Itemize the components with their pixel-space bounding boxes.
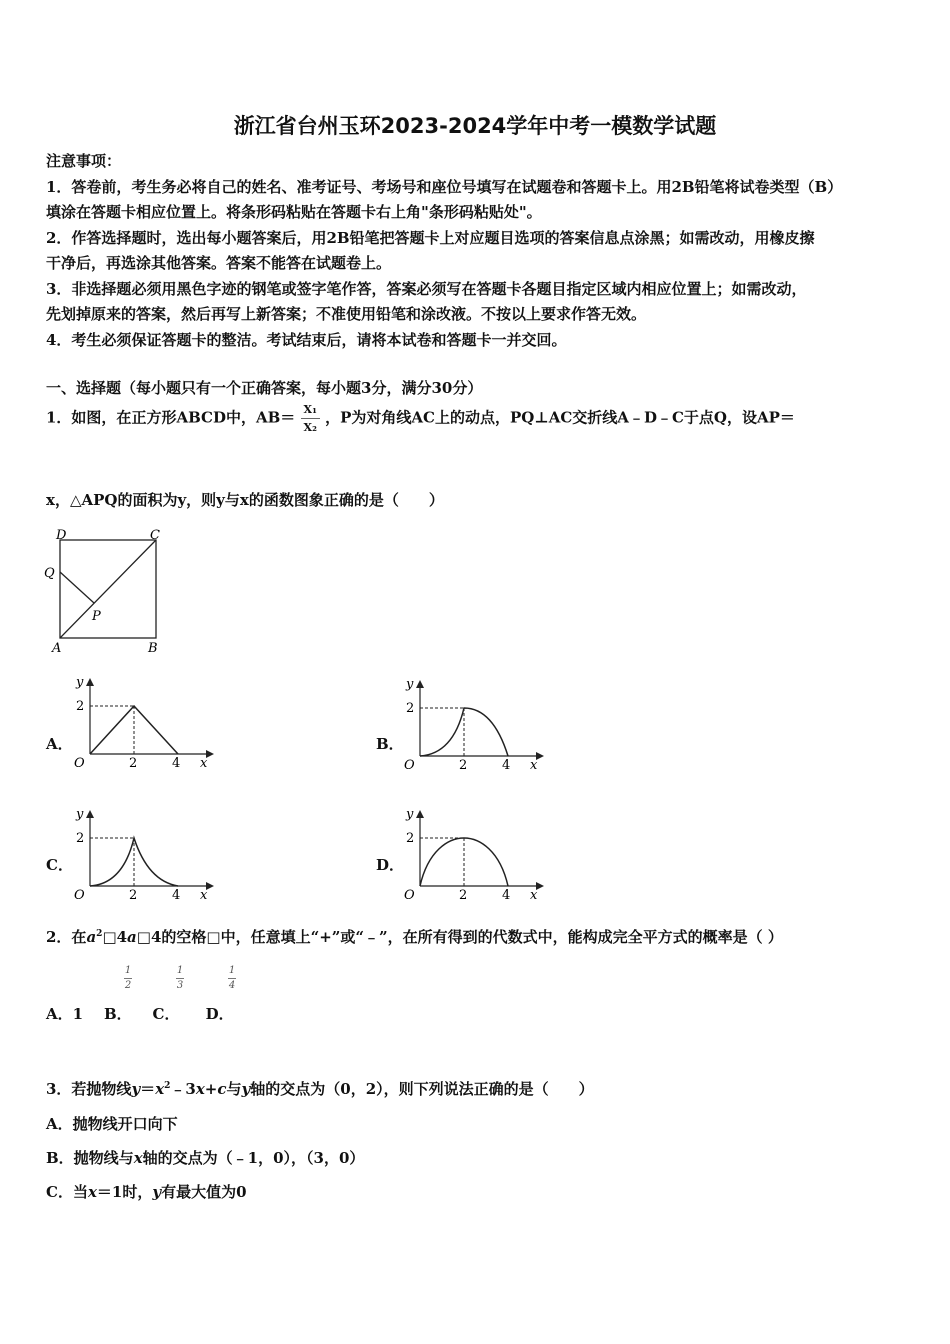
q2-fraction-c xyxy=(176,965,184,992)
y-arrow xyxy=(86,810,94,818)
y-tick-2: 2 xyxy=(406,831,415,846)
segment-pq xyxy=(60,572,94,603)
q3-var: x xyxy=(133,1149,143,1167)
y-label: y xyxy=(406,677,414,692)
q1-text-part2: ，P为对角线AC上的动点，PQ⊥AC交折线A﹣D﹣C于点Q，设AP＝ xyxy=(325,408,795,427)
section-heading: 一、选择题（每小题只有一个正确答案，每小题3分，满分30分） xyxy=(46,379,483,397)
x-label: x xyxy=(530,888,538,903)
origin-label: O xyxy=(74,888,85,903)
label-q: Q xyxy=(44,566,55,581)
notice-line: 3．非选择题必须用黑色字迹的钢笔或签字笔作答，答案必须写在答题卡各题目指定区域内相应位置上；如需改动， xyxy=(46,280,807,298)
y-label: y xyxy=(76,675,84,690)
q3-text: 轴的交点为（﹣1，0），（3，0） xyxy=(142,1149,365,1167)
q3-var: y xyxy=(241,1080,251,1098)
q2-options: A．1 B． C． D． xyxy=(46,1005,234,1023)
q3-var: y xyxy=(152,1183,162,1201)
frac-bar xyxy=(176,978,184,979)
frac-bar xyxy=(228,978,236,979)
q3-text: 轴的交点为（0，2），则下列说法正确的是（ ） xyxy=(250,1080,594,1098)
frac-num: 1 xyxy=(124,965,132,976)
q3-text: C．当 xyxy=(46,1183,88,1201)
graph-option-d xyxy=(398,806,548,906)
q1-fraction xyxy=(301,404,320,433)
label-c: C xyxy=(150,528,160,543)
y-arrow xyxy=(416,680,424,688)
q2-var-a: a xyxy=(86,928,97,946)
q3-var: x xyxy=(87,1183,97,1201)
y-label: y xyxy=(76,807,84,822)
q2-text: 2．在 xyxy=(46,928,87,946)
q3-option-a: A．抛物线开口向下 xyxy=(46,1115,178,1133)
q3-text: 与 xyxy=(226,1080,242,1098)
diagonal-ac xyxy=(60,540,156,638)
question-1-line2: x，△APQ的面积为y，则y与x的函数图象正确的是（ ） xyxy=(46,491,444,509)
notice-line: 填涂在答题卡相应位置上。将条形码粘贴在答题卡右上角"条形码粘贴处"。 xyxy=(46,203,542,221)
notice-line: 先划掉原来的答案，然后再写上新答案；不准使用铅笔和涂改液。不按以上要求作答无效。 xyxy=(46,305,647,323)
frac-den: 4 xyxy=(228,980,236,991)
label-b: B xyxy=(148,641,158,656)
frac-num: 1 xyxy=(176,965,184,976)
x-tick-2: 2 xyxy=(129,756,138,771)
q1-option-b-label: B． xyxy=(376,735,404,753)
frac-den: 3 xyxy=(176,980,184,991)
q3-text: 有最大值为0 xyxy=(161,1183,247,1201)
frac-den: 2 xyxy=(124,980,132,991)
y-tick-2: 2 xyxy=(406,701,415,716)
x-label: x xyxy=(200,888,208,903)
q3-option-b xyxy=(46,1147,364,1168)
notice-line: 2．作答选择题时，选出每小题答案后，用2B铅笔把答题卡上对应题目选项的答案信息点涂黑；如需改动，用橡皮擦 xyxy=(46,229,815,247)
q1-text-part1: 1．如图，在正方形ABCD中，AB＝ xyxy=(46,408,296,427)
q2-exp: 2 xyxy=(96,929,103,939)
y-arrow xyxy=(416,810,424,818)
q3-var: y xyxy=(131,1080,141,1098)
notice-line: 1．答卷前，考生务必将自己的姓名、准考证号、考场号和座位号填写在试题卷和答题卡上。用2B铅笔将试卷类型（B） xyxy=(46,178,843,196)
y-tick-2: 2 xyxy=(76,699,85,714)
x-tick-4: 4 xyxy=(502,888,511,903)
notice-heading: 注意事项： xyxy=(46,152,122,170)
q2-text: □4 xyxy=(102,928,128,946)
notice-line: 4．考生必须保证答题卡的整洁。考试结束后，请将本试卷和答题卡一并交回。 xyxy=(46,331,567,349)
graph-option-b xyxy=(398,676,548,776)
origin-label: O xyxy=(404,758,415,773)
y-label: y xyxy=(406,807,414,822)
q3-text: ＝1时， xyxy=(96,1183,153,1201)
q2-fraction-b xyxy=(124,965,132,992)
page-title: 浙江省台州玉环2023-2024学年中考一模数学试题 xyxy=(233,114,717,138)
q2-var-a: a xyxy=(127,928,137,946)
q1-option-d-label: D． xyxy=(376,856,405,874)
graph-option-a xyxy=(68,674,218,774)
q3-var: x xyxy=(155,1080,165,1098)
square-figure xyxy=(40,525,170,660)
x-tick-4: 4 xyxy=(172,888,181,903)
x-label: x xyxy=(530,758,538,773)
x-tick-2: 2 xyxy=(129,888,138,903)
origin-label: O xyxy=(404,888,415,903)
q3-var: c xyxy=(217,1080,227,1098)
x-tick-4: 4 xyxy=(502,758,511,773)
q3-text: ＝ xyxy=(140,1080,156,1098)
q1-option-a-label: A． xyxy=(46,735,73,753)
q1-option-c-label: C． xyxy=(46,856,73,874)
origin-label: O xyxy=(74,756,85,771)
question-2-stem xyxy=(46,926,783,947)
q3-text: B．抛物线与 xyxy=(46,1149,134,1167)
q3-text: ﹣3 xyxy=(170,1080,196,1098)
q3-text: 3．若抛物线 xyxy=(46,1080,132,1098)
q3-var: x xyxy=(195,1080,205,1098)
x-tick-4: 4 xyxy=(172,756,181,771)
notice-line: 干净后，再选涂其他答案。答案不能答在试题卷上。 xyxy=(46,254,392,272)
label-p: P xyxy=(92,609,101,624)
x-tick-2: 2 xyxy=(459,758,468,773)
frac-bar xyxy=(124,978,132,979)
q2-fraction-d xyxy=(228,965,236,992)
y-tick-2: 2 xyxy=(76,831,85,846)
q3-text: + xyxy=(204,1080,218,1098)
q3-exp: 2 xyxy=(164,1081,171,1091)
label-a: A xyxy=(52,641,62,656)
question-3-stem xyxy=(46,1078,594,1099)
x-tick-2: 2 xyxy=(459,888,468,903)
x-label: x xyxy=(200,756,208,771)
q2-text: □4的空格□中，任意填上“+”或“﹣”，在所有得到的代数式中，能构成完全平方式的概率是（ ） xyxy=(136,928,783,946)
label-d: D xyxy=(56,528,67,543)
q1-frac-den: X₂ xyxy=(303,421,317,434)
question-1-stem xyxy=(46,404,795,433)
frac-num: 1 xyxy=(228,965,236,976)
q3-option-c xyxy=(46,1181,247,1202)
q1-frac-num: X₁ xyxy=(301,404,320,419)
graph-option-c xyxy=(68,806,218,906)
y-arrow xyxy=(86,678,94,686)
